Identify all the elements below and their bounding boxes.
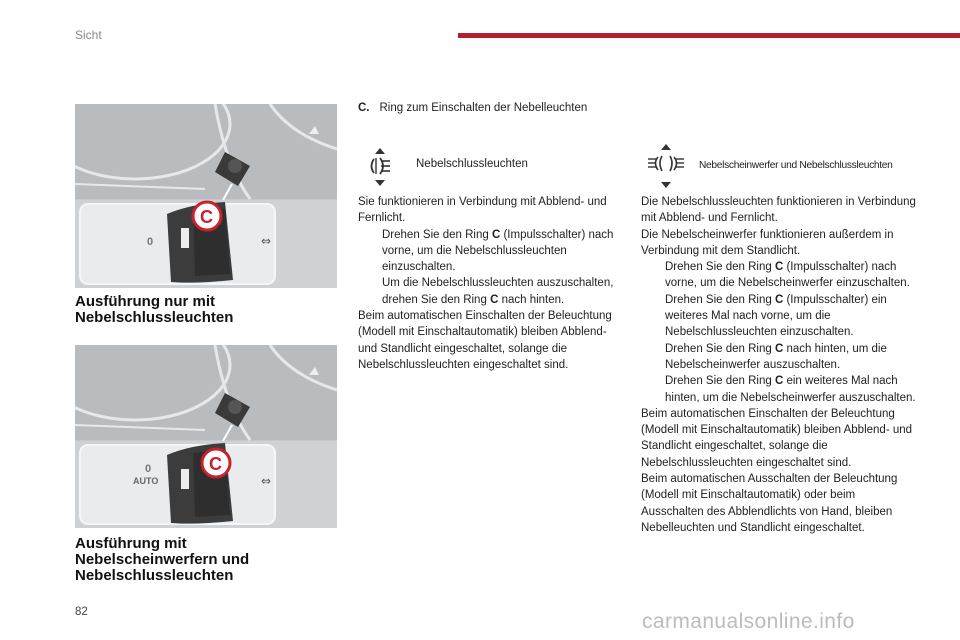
intro-text: Sie funktionieren in Verbindung mit Abblend- und Fernlicht. (358, 196, 607, 225)
front-and-rear-fog-lamp-icon (646, 143, 686, 194)
rear-fog-label: Nebelschlussleuchten (416, 158, 528, 170)
section-title: Sicht (75, 28, 102, 42)
note-text: Beim automatischen Einschalten der Beleuchtung (Modell mit Einschaltautomatik) bleiben Abblend- und Standlicht eingeschaltet, solange die Nebelschlussleuchten eingeschaltet sind. (358, 310, 612, 371)
header-rule (458, 33, 960, 38)
bullet-item: Drehen Sie den Ring C nach hinten, um die Nebelscheinwerfer auszuschalten. (665, 342, 887, 371)
watermark: carmanualsonline.info (642, 610, 855, 633)
rear-fog-lamp-icon (367, 147, 393, 192)
legend-c: C. Ring zum Einschalten der Nebelleuchten (358, 102, 588, 114)
intro-text: Die Nebelschlussleuchten funktionieren in Verbindung mit Abblend- und Fernlicht. (641, 196, 916, 225)
stalk-illustration-front-rear-fog (75, 345, 337, 528)
bullet-item: Drehen Sie den Ring C (Impulsschalter) nach vorne, um die Nebelschlussleuchten einzuschalten. (382, 228, 614, 274)
heading-front-rear-fog: Ausführung mit Nebelscheinwerfern und Nebelschlussleuchten (75, 535, 250, 584)
bullet-item: Drehen Sie den Ring C ein weiteres Mal nach hinten, um die Nebelscheinwerfer auszuschalten. (665, 375, 916, 404)
front-rear-fog-label: Nebelscheinwerfer und Nebelschlussleuchten (699, 160, 893, 171)
bullet-item: Drehen Sie den Ring C (Impulsschalter) ein weiteres Mal nach vorne, um die Nebelschlussleuchten einzuschalten. (665, 293, 887, 339)
svg-text:0: 0 (147, 236, 154, 248)
instructions-front-rear-fog (641, 194, 916, 536)
note-text: Beim automatischen Ausschalten der Beleuchtung (Modell mit Einschaltautomatik) oder beim Ausschalten des Abblendlichts von Hand, bleiben Nebelleuchten und Standlicht eingeschaltet. (641, 473, 898, 534)
svg-text:⇔: ⇔ (261, 474, 272, 488)
svg-text:C: C (209, 454, 222, 474)
page-number: 82 (75, 606, 88, 618)
note-text: Beim automatischen Einschalten der Beleuchtung (Modell mit Einschaltautomatik) bleiben Abblend- und Standlicht eingeschaltet, solange die Nebelschlussleuchten eingeschaltet sind. (641, 407, 913, 469)
svg-text:C: C (200, 207, 213, 227)
instructions-rear-fog (358, 194, 626, 373)
svg-text:0: 0 (145, 463, 152, 475)
svg-text:⇔: ⇔ (261, 234, 272, 248)
svg-text:AUTO: AUTO (133, 476, 159, 486)
intro-text: Die Nebelscheinwerfer funktionieren außerdem in Verbindung mit dem Standlicht. (641, 228, 894, 257)
stalk-illustration-rear-fog (75, 104, 337, 288)
bullet-item: Drehen Sie den Ring C (Impulsschalter) nach vorne, um die Nebelscheinwerfer einzuschalten. (665, 261, 910, 290)
heading-rear-fog-only: Ausführung nur mit Nebelschlussleuchten (75, 293, 234, 326)
bullet-item: Um die Nebelschlussleuchten auszuschalten, drehen Sie den Ring C nach hinten. (382, 277, 614, 306)
